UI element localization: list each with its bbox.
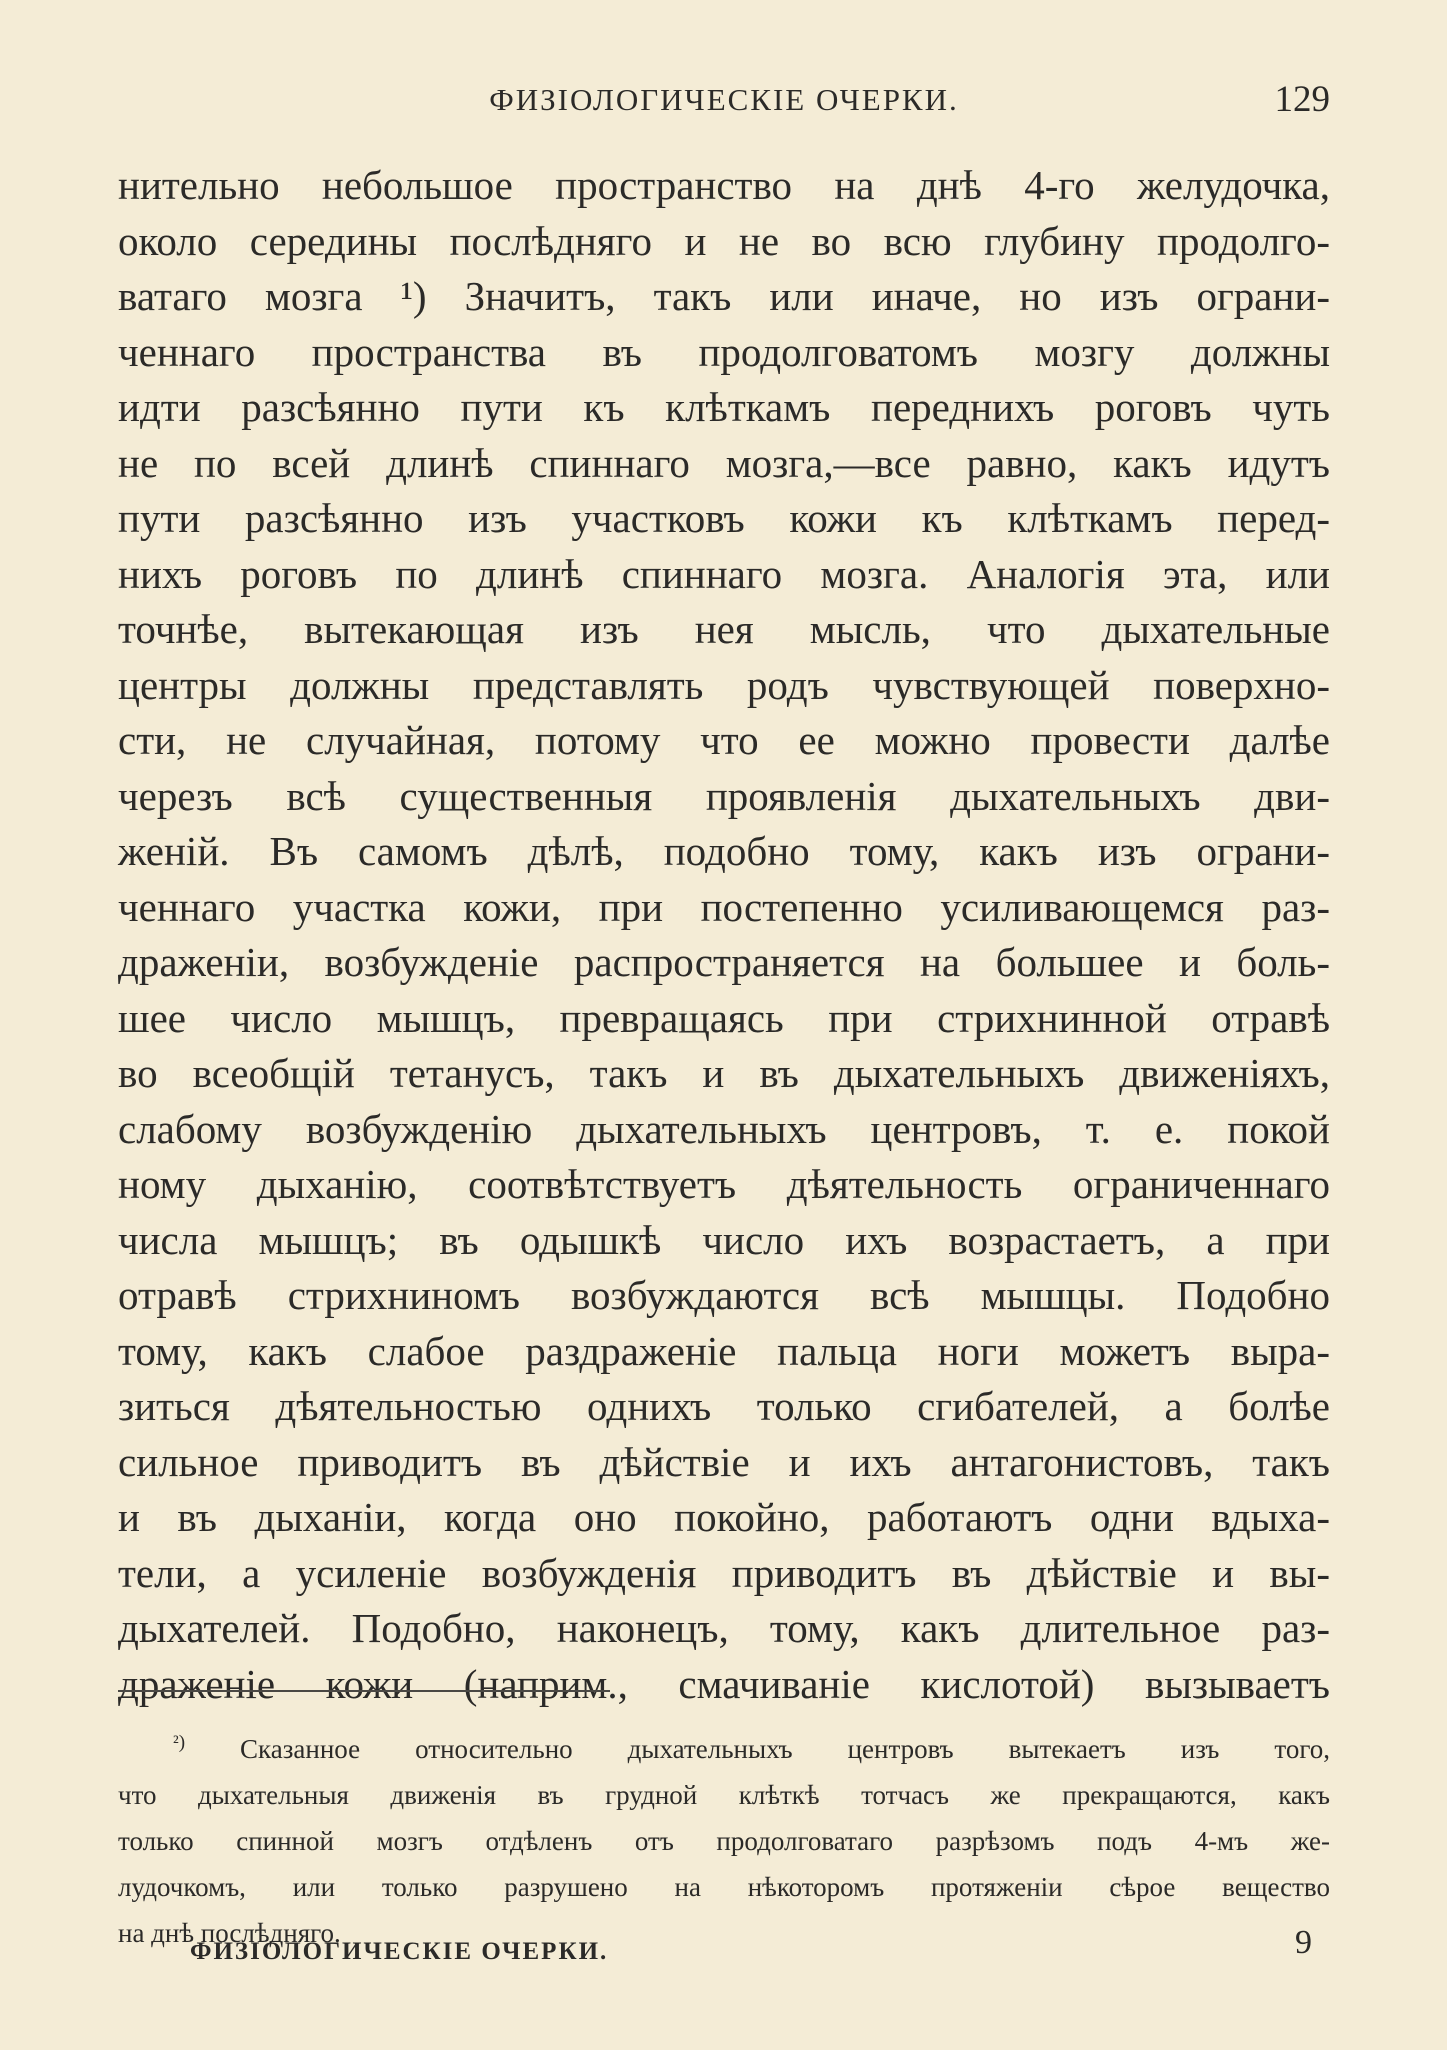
footnote-rule: [118, 1690, 610, 1692]
footnote-line: только спинной мозгъ отдѣленъ отъ продолговатаго разрѣзомъ подъ 4-мъ же-: [118, 1826, 1330, 1856]
running-head: ФИЗІОЛОГИЧЕСКІЕ ОЧЕРКИ.: [489, 82, 959, 117]
page-number: 129: [1274, 79, 1330, 120]
text-line: черезъ всѣ существенныя проявленія дыхательныхъ дви-: [118, 772, 1330, 819]
text-line: точнѣе, вытекающая изъ нея мысль, что дыхательные: [118, 606, 1330, 652]
text-line: зиться дѣятельностью однихъ только сгибателей, а болѣе: [118, 1383, 1330, 1429]
sheet-number: 9: [1295, 1924, 1312, 1961]
text-line: дыхателей. Подобно, наконецъ, тому, какъ длительное раз-: [118, 1605, 1330, 1651]
text-line: нительно небольшое пространство на днѣ 4-го желудочка,: [118, 162, 1330, 208]
text-line: драженіи, возбужденіе распространяется на большее и боль-: [118, 939, 1330, 985]
page-header: [118, 79, 1330, 132]
text-line: идти разсѣянно пути къ клѣткамъ переднихъ роговъ чуть: [118, 384, 1330, 430]
text-line: отравѣ стрихниномъ возбуждаются всѣ мышцы. Подобно: [118, 1272, 1330, 1318]
footnote-text: Сказанное относительно дыхательныхъ центровъ вытекаетъ изъ того,: [240, 1734, 1330, 1764]
text-line: сильное приводитъ въ дѣйствіе и ихъ антагонистовъ, такъ: [118, 1438, 1330, 1485]
footnote: [118, 1726, 1330, 1956]
text-line: и въ дыханіи, когда оно покойно, работаютъ одни вдыха-: [118, 1494, 1330, 1540]
text-line: центры должны представлять родъ чувствующей поверхно-: [118, 661, 1330, 708]
text-line: ватаго мозга ¹) Значитъ, такъ или иначе, но изъ ограни-: [118, 273, 1330, 319]
text-line: шее число мышцъ, превращаясь при стрихнинной отравѣ: [118, 994, 1330, 1041]
text-line: во всеобщій тетанусъ, такъ и въ дыхательныхъ движеніяхъ,: [118, 1050, 1330, 1096]
text-line: драженіе кожи (наприм., смачиваніе кислотой) вызываетъ: [118, 1660, 1330, 1707]
signature-mark: ФИЗІОЛОГИЧЕСКІЕ ОЧЕРКИ.: [190, 1938, 609, 1965]
text-line: ченнаго участка кожи, при постепенно усиливающемся раз-: [118, 883, 1330, 930]
text-line: числа мышцъ; въ одышкѣ число ихъ возрастаетъ, а при: [118, 1216, 1330, 1263]
text-line: ному дыханію, соотвѣтствуетъ дѣятельность ограниченнаго: [118, 1161, 1330, 1207]
footnote-line: что дыхательныя движенія въ грудной клѣткѣ тотчасъ же прекращаются, какъ: [118, 1780, 1330, 1810]
text-line: пути разсѣянно изъ участковъ кожи къ клѣткамъ перед-: [118, 495, 1330, 541]
footnote-marker: ²): [173, 1732, 186, 1753]
text-line: около середины послѣдняго и не во всю глубину продолго-: [118, 217, 1330, 264]
text-line: тели, а усиленіе возбужденія приводитъ въ дѣйствіе и вы-: [118, 1549, 1330, 1596]
text-line: слабому возбужденію дыхательныхъ центровъ, т. е. покой: [118, 1105, 1330, 1152]
footnote-line: лудочкомъ, или только разрушено на нѣкоторомъ протяженіи сѣрое вещество: [118, 1872, 1330, 1902]
text-line: нихъ роговъ по длинѣ спиннаго мозга. Аналогія эта, или: [118, 550, 1330, 597]
footnote-line: на днѣ послѣдняго.: [118, 1918, 341, 1948]
text-line: не по всей длинѣ спиннаго мозга,—все равно, какъ идутъ: [118, 439, 1330, 486]
text-line: сти, не случайная, потому что ее можно провести далѣе: [118, 717, 1330, 763]
text-line: женій. Въ самомъ дѣлѣ, подобно тому, какъ изъ ограни-: [118, 828, 1330, 874]
body-text: [118, 158, 1330, 1712]
text-line: тому, какъ слабое раздраженіе пальца ноги можетъ выра-: [118, 1327, 1330, 1374]
text-line: ченнаго пространства въ продолговатомъ мозгу должны: [118, 328, 1330, 375]
footnote-line: [118, 1726, 1330, 1772]
